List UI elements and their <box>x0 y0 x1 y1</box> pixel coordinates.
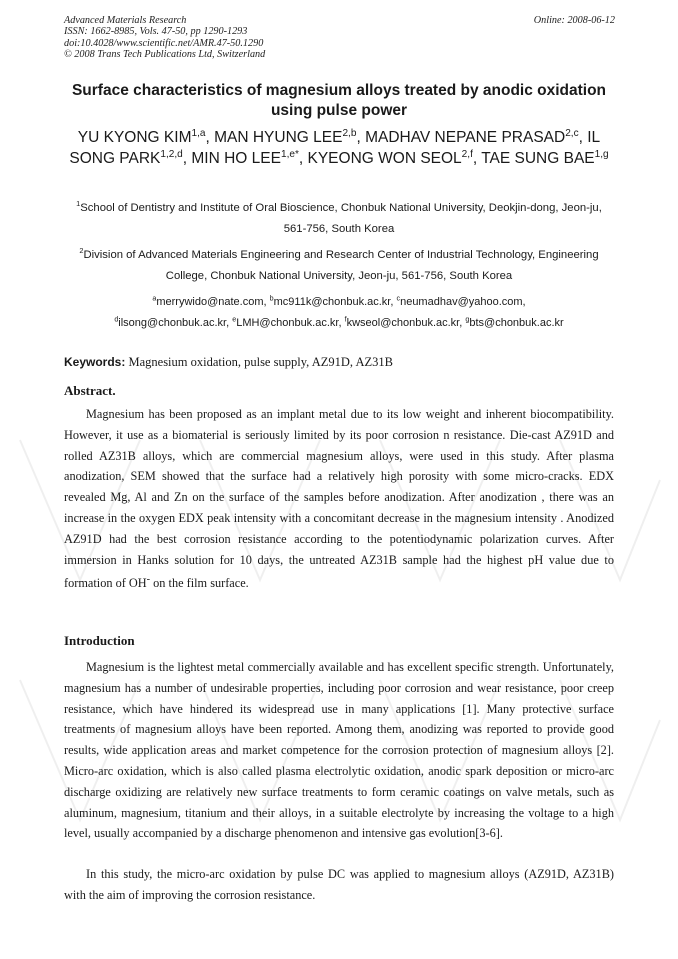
email-address[interactable]: merrywido@nate.com <box>156 296 264 308</box>
email-address[interactable]: kwseol@chonbuk.ac.kr <box>346 316 460 329</box>
email-address[interactable]: mc911k@chonbuk.ac.kr <box>273 296 391 308</box>
abstract-superscript: - <box>146 574 151 586</box>
author-list: YU KYONG KIM$^{1,a}$, MAN HYUNG LEE$^{2,b}$, MADHAV NEPANE PRASAD$^{2,c}$, IL SONG PARK$^{1,2,d}$, MIN HO $LEE^{1,e*}$, KYEONG WON SEOL$^{2,f}$, TAE SUNG BAE$^{1,g}$ <box>69 127 609 167</box>
intro-paragraph-2: In this study, the micro-arc oxidation by pulse DC was applied to magnesium alloys (AZ91D, AZ31B) with the aim of improving the corrosion resistance. <box>64 867 614 902</box>
email-key: b <box>269 294 274 303</box>
author-name: KYEONG WON SEOL <box>307 149 462 167</box>
author-affil-mark: 2,b <box>342 127 357 139</box>
author-affil-mark: 1,2,d <box>160 148 183 160</box>
author-affil-mark: 1,e* <box>280 148 299 160</box>
email-list: $^a$merrywido@nate.com, $^b$mc911k@chonbuk.ac.kr, $^c$neumadhav@yahoo.com, $^d$ilsong@chonbuk.ac.kr, $^e$LMH@chonbuk.ac.kr, $^f$kwseol@chonbuk.ac.kr, $^g$bts@chonbuk.ac.kr <box>114 294 564 329</box>
email-address[interactable]: ilsong@chonbuk.ac.kr <box>118 316 227 329</box>
keywords-line <box>64 355 614 370</box>
email-address[interactable]: neumadhav@yahoo.com <box>400 296 523 308</box>
email-key: a <box>152 294 157 303</box>
author-affil-mark: 2,f <box>461 148 473 160</box>
author-name: YU KYONG KIM <box>77 129 192 146</box>
affiliation-number: 1 <box>76 199 81 209</box>
email-key: f <box>344 314 347 323</box>
paper-title: Surface characteristics of magnesium alloys treated by anodic oxidation using pulse power <box>71 82 607 119</box>
keywords-text: Magnesium oxidation, pulse supply, AZ91D, AZ31B <box>128 355 393 369</box>
abstract-text: Magnesium has been proposed as an implant metal due to its low weight and inherent biocompatibility. However, it use as a biomaterial is seriously limited by its poor corrosion n resistance. Die-cast AZ91D and rolled AZ31B alloys, which are commercial magnesium alloys, were used in this study. After plasma anodization, SEM showed that the surface had a relatively high porosity with some micro-cracks. EDX revealed Mg, Al and Zn on the surface of the samples before anodization. After anodization , there was an increase in the oxygen EDX peak intensity with a concomitant decrease in the magnesium intensity . Anodized AZ91D had the best corrosion resistance according to the potentiodynamic polarization curves. After immersion in Hanks solution for 10 days, the untreated AZ31B sample had the highest pH value due to formation of OH <box>64 407 614 591</box>
author-name: MIN HO LEE <box>191 149 281 167</box>
abstract-paragraph <box>64 404 614 594</box>
abstract-text-end: on the film surface. <box>150 576 249 591</box>
author-name: MADHAV NEPANE PRASAD <box>365 129 566 146</box>
intro-paragraph-1: Magnesium is the lightest metal commercially available and has excellent specific strength. Unfortunately, magnesium has a number of undesirable properties, including poor corrosion and wear resistance, poor creep resistance, which have hindered its widespread use in many applications [1]. Many protective surface treatments of magnesium alloys have been reported. Among them, anodizing was reported to provide good results, wide application areas and market competence for the corrosion protection of magnesium alloys [2]. Micro-arc oxidation, which is also called plasma electrolytic oxidation, anodic spark deposition or micro-arc discharge oxidizing are relatively new surface treatments to form ceramic coatings on valve metals, such as aluminum, magnesium, titanium and their alloys, in a suitable electrolyte by increasing the voltage to a high level, usually accompanied by a discharge phenomenon and intensive gas evolution[3-6]. <box>64 660 614 841</box>
introduction-heading: Introduction <box>64 633 135 648</box>
author-affil-mark: 1,g <box>594 148 609 160</box>
email-address[interactable]: bts@chonbuk.ac.kr <box>469 316 564 329</box>
author-name: IL SONG PARK <box>69 129 601 167</box>
email-key: g <box>465 314 470 323</box>
abstract-heading: Abstract. <box>64 383 116 398</box>
email-address[interactable]: LMH@chonbuk.ac.kr <box>236 316 339 329</box>
affiliation-1 <box>64 198 614 239</box>
author-name: TAE SUNG BAE <box>481 149 595 167</box>
journal-name: Advanced Materials Research <box>64 15 187 26</box>
affiliation-number: 2 <box>79 246 84 256</box>
copyright: © 2008 Trans Tech Publications Ltd, Switzerland <box>64 48 266 60</box>
doi: doi:10.4028/www.scientific.net/AMR.47-50.1290 <box>64 37 264 49</box>
journal-info <box>64 15 265 60</box>
email-key: d <box>114 314 119 323</box>
issn: ISSN: 1662-8985, Vols. 47-50, pp 1290-1293 <box>64 26 248 38</box>
author-affil-mark: 1,a <box>191 127 206 139</box>
affiliation-2 <box>64 245 614 286</box>
online-date: Online: 2008-06-12 <box>533 15 615 26</box>
keywords-label: Keywords: <box>64 355 126 369</box>
email-key: c <box>396 294 401 303</box>
email-key: e <box>232 314 237 323</box>
author-name: MAN HYUNG LEE <box>214 129 343 146</box>
affiliation-text: Division of Advanced Materials Engineering and Research Center of Industrial Technology, Engineering College, Chonbuk National University, Jeon-ju, 561-756, South Korea <box>83 249 599 282</box>
author-affil-mark: 2,c <box>565 127 579 139</box>
affiliation-text: School of Dentistry and Institute of Oral Bioscience, Chonbuk National University, Deokjin-dong, Jeon-ju, 561-756, South Korea <box>80 202 602 235</box>
